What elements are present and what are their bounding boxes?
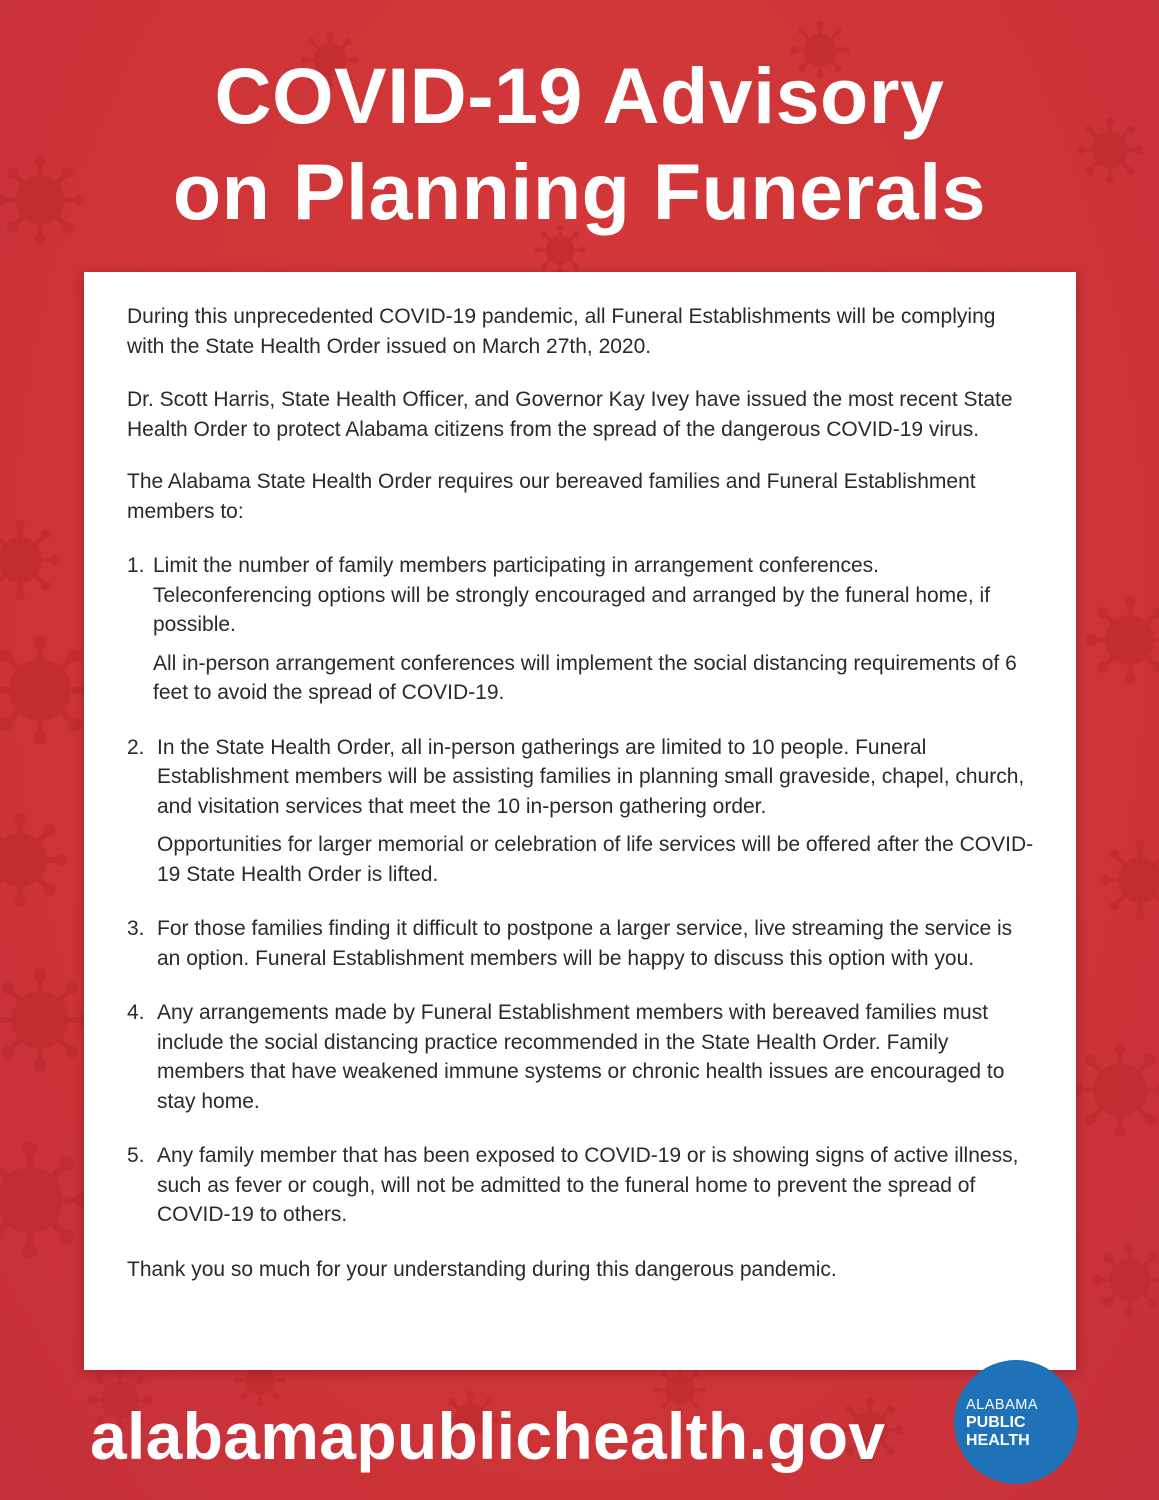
virus-icon bbox=[1100, 840, 1159, 919]
list-item-text: Any arrangements made by Funeral Establishment members with bereaved families must include the social distancing practice recommended in the State Health Order. Family members that have weakened immune systems or chronic health issues are encouraged to stay home. bbox=[157, 1001, 1005, 1113]
intro-paragraph: During this unprecedented COVID-19 pandemic, all Funeral Establishments will be complying with the State Health Order issued on March 27th, 2020. bbox=[127, 305, 996, 358]
list-item bbox=[127, 733, 1037, 890]
virus-icon bbox=[1094, 1244, 1159, 1316]
list-number: 5. bbox=[127, 1144, 145, 1167]
list-number: 2. bbox=[127, 735, 145, 759]
advisory-content bbox=[127, 302, 1037, 1284]
title-line-1: COVID-19 Advisory bbox=[214, 51, 945, 140]
list-item bbox=[127, 1141, 1037, 1230]
list-number: 1. bbox=[127, 554, 145, 577]
logo-line-3: HEALTH bbox=[966, 1432, 1030, 1449]
virus-icon bbox=[0, 813, 67, 907]
website-link[interactable]: alabamapublichealth.gov bbox=[90, 1399, 886, 1473]
virus-icon bbox=[1073, 1043, 1159, 1137]
virus-icon bbox=[1087, 597, 1159, 683]
list-number: 3. bbox=[127, 917, 145, 940]
alabama-public-health-logo bbox=[954, 1360, 1078, 1484]
list-item bbox=[127, 551, 1037, 708]
virus-icon bbox=[0, 636, 94, 744]
closing-paragraph: Thank you so much for your understanding during this dangerous pandemic. bbox=[127, 1257, 837, 1281]
list-item-text: For those families finding it difficult to postpone a larger service, live streaming the service is an option. Funeral Establishment members will be happy to discuss this option with you. bbox=[157, 917, 1013, 970]
advisory-card bbox=[84, 272, 1076, 1370]
requirements-intro: The Alabama State Health Order requires our bereaved families and Funeral Establishment members to: bbox=[127, 470, 976, 523]
logo-line-2: PUBLIC bbox=[966, 1414, 1026, 1431]
list-item bbox=[127, 914, 1037, 973]
officials-paragraph: Dr. Scott Harris, State Health Officer, and Governor Kay Ivey have issued the most recent State Health Order to protect Alabama citizens from the spread of the dangerous COVID-19 virus. bbox=[127, 388, 1013, 441]
virus-icon bbox=[0, 520, 60, 599]
list-item-note: Opportunities for larger memorial or celebration of life services will be offered after the COVID-19 State Health Order is lifted. bbox=[157, 833, 1034, 886]
list-item-text: In the State Health Order, all in-person gatherings are limited to 10 people. Funeral Establishment members will be assisting families in planning small graveside, chapel, church, and visitation services that meet the 10 in-person gathering order. bbox=[157, 735, 1025, 818]
list-item-note: All in-person arrangement conferences will implement the social distancing requirements of 6 feet to avoid the spread of COVID-19. bbox=[153, 651, 1017, 704]
page-title bbox=[0, 48, 1159, 240]
list-item-text: Any family member that has been exposed to COVID-19 or is showing signs of active illness, such as fever or cough, will not be admitted to the funeral home to prevent the spread of COVID-19 to others. bbox=[157, 1144, 1019, 1226]
list-number: 4. bbox=[127, 1001, 145, 1024]
title-line-2: on Planning Funerals bbox=[172, 147, 987, 236]
list-item-text: Limit the number of family members participating in arrangement conferences. Teleconferencing options will be strongly encouraged and arranged by the funeral home, if possible. bbox=[153, 554, 991, 636]
virus-icon bbox=[0, 1142, 88, 1257]
logo-line-1: ALABAMA bbox=[966, 1397, 1038, 1413]
virus-icon bbox=[0, 970, 90, 1071]
list-item bbox=[127, 998, 1037, 1116]
